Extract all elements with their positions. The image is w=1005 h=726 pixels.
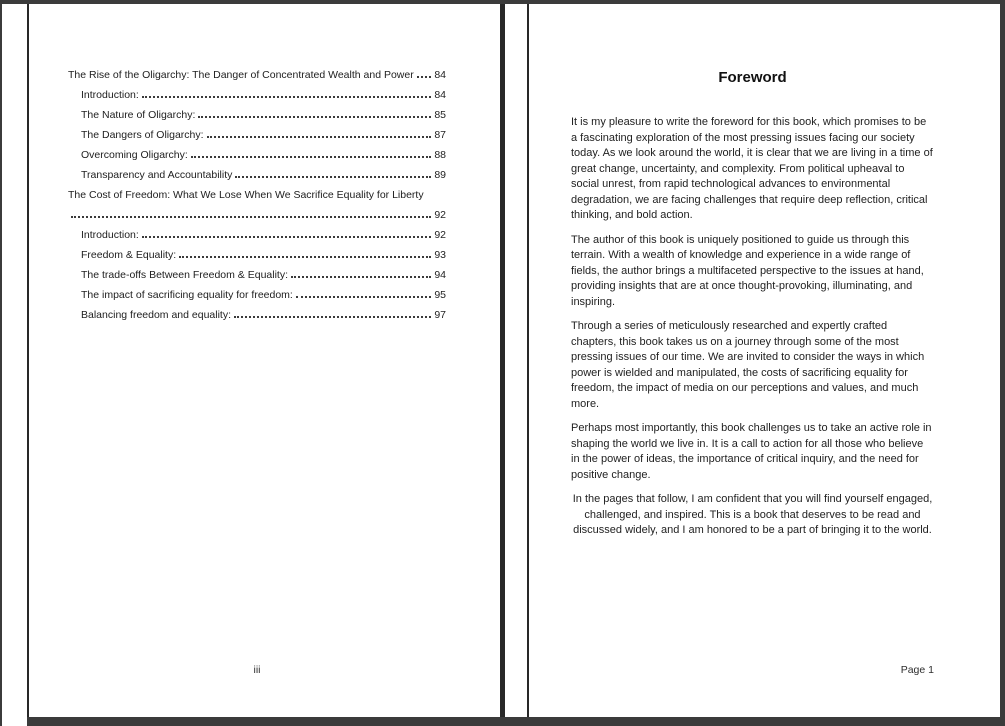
toc-entry-page-number[interactable]: 94 [434,269,446,281]
toc-entry-label[interactable]: Transparency and Accountability [81,169,233,181]
foreword-body [571,115,934,539]
toc-entry[interactable] [68,84,446,104]
dot-leader [417,76,432,78]
toc-entry-page-number[interactable]: 93 [434,249,446,261]
dot-leader [179,256,431,258]
toc-entry[interactable] [68,144,446,164]
toc-entry-page-number[interactable]: 92 [434,229,446,241]
toc-entry-label[interactable]: Introduction: [81,89,139,101]
toc-entry-label[interactable]: Balancing freedom and equality: [81,309,232,321]
toc-entry[interactable] [68,264,446,284]
dot-leader [291,276,431,278]
paragraph: Perhaps most importantly, this book challenges us to take an active role in shaping the world we live in. It is a call to action for all those who believe in the power of ideas, the importance of critical inquiry, and the need for positive change. [571,422,932,481]
toc-entry-label[interactable]: The impact of sacrificing equality for freedom: [81,289,293,301]
toc-entry[interactable] [68,124,446,144]
right-page-left-border [527,4,529,717]
toc-entry-page-number[interactable]: 87 [434,129,446,141]
toc-entry-label[interactable]: The Dangers of Oligarchy: [81,129,204,141]
window-frame-bottom [27,717,1005,726]
dot-leader [142,96,432,98]
dot-leader [296,296,431,298]
toc-entry-page-number[interactable]: 88 [434,149,446,161]
toc-entry-label[interactable]: The Rise of the Oligarchy: The Danger of Concentrated Wealth and Power [68,69,414,81]
dot-leader [142,236,432,238]
left-page-number-footer: iii [253,664,261,676]
dot-leader [207,136,432,138]
toc-entry[interactable] [68,164,446,184]
toc-entry-page-number[interactable]: 84 [434,89,446,101]
toc-entry[interactable] [68,304,446,324]
window-frame-left [0,0,2,726]
toc-entry-label[interactable]: The Cost of Freedom: What We Lose When We Sacrifice Equality for Liberty [68,189,424,201]
toc-entry[interactable] [68,244,446,264]
table-of-contents [68,64,446,324]
toc-entry-page-number[interactable]: 92 [434,209,446,221]
toc-entry[interactable] [68,184,446,204]
left-page-right-border [500,4,505,717]
toc-entry-label[interactable]: Introduction: [81,229,139,241]
right-page-number-footer: Page 1 [900,664,934,676]
foreword-page-content [571,69,934,548]
dot-leader [234,316,431,318]
dot-leader [71,216,431,218]
paragraph: In the pages that follow, I am confident that you will find yourself engaged, challenged, and inspired. This is a book that deserves to be read and discussed widely, and I am honored to be a part of bringing it to the world. [572,493,933,536]
window-frame-top [0,0,1005,4]
toc-entry-page-number[interactable]: 84 [434,69,446,81]
toc-entry-page-number[interactable]: 97 [434,309,446,321]
toc-entry-page-number[interactable]: 89 [434,169,446,181]
toc-entry[interactable] [68,224,446,244]
dot-leader [191,156,432,158]
window-frame-right [1000,0,1005,726]
page-title: Foreword [718,69,787,86]
toc-entry[interactable] [68,204,446,224]
toc-entry[interactable] [68,104,446,124]
toc-entry[interactable] [68,64,446,84]
dot-leader [235,176,431,178]
toc-entry[interactable] [68,284,446,304]
previous-page-edge-divider [27,4,29,726]
toc-entry-label[interactable]: Freedom & Equality: [81,249,177,261]
paragraph: Through a series of meticulously researched and expertly crafted chapters, this book takes us on a journey through some of the most pressing issues of our time. We are invited to consider the ways in which power is wielded and manipulated, the costs of sacrificing equality for freedom, the impact of media on our perceptions and values, and much more. [571,320,925,410]
toc-entry-label[interactable]: The trade-offs Between Freedom & Equality: [81,269,288,281]
toc-entry-label[interactable]: Overcoming Oligarchy: [81,149,188,161]
toc-entry-page-number[interactable]: 85 [434,109,446,121]
toc-entry-page-number[interactable]: 95 [434,289,446,301]
paragraph: The author of this book is uniquely positioned to guide us through this terrain. With a wealth of knowledge and experience in a wide range of fields, the author brings a multifaceted perspective to the issues at hand, providing insights that are at once thought-provoking, illuminating, and inspiring. [571,233,924,308]
toc-entry-label[interactable]: The Nature of Oligarchy: [81,109,196,121]
dot-leader [198,116,431,118]
paragraph: It is my pleasure to write the foreword for this book, which promises to be a fascinating exploration of the most pressing issues facing our society today. As we look around the world, it is clear that we are living in a time of great change, uncertainty, and complexity. From political upheaval to social unrest, from rapid technological advances to environmental degradation, we are facing challenges that require deep reflection, critical thinking, and bold action. [571,116,933,221]
